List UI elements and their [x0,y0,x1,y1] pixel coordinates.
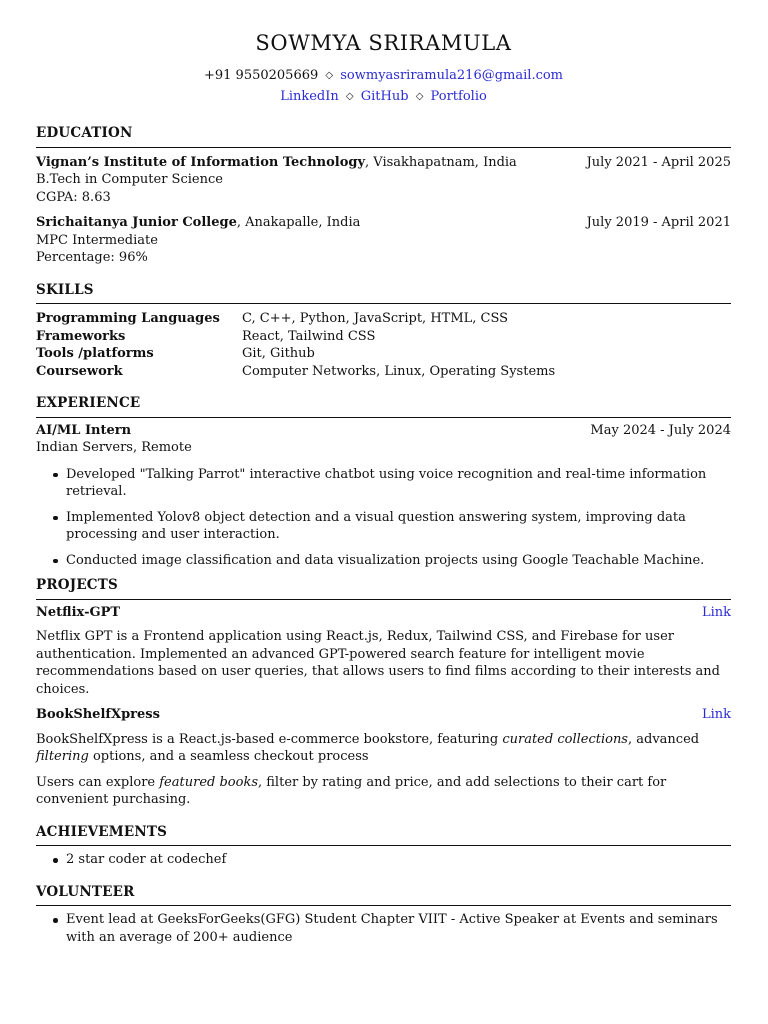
skill-label: Frameworks [36,328,126,344]
skill-row [36,363,731,381]
experience-section [36,395,731,569]
section-title: EXPERIENCE [36,395,731,418]
project-link[interactable]: Link [701,707,731,722]
resume-header [36,30,731,107]
bullet-item: Conducted image classification and data visualization projects using Google Teachable Machine. [36,552,731,570]
experience-bullets [36,466,731,570]
bullet-item: Event lead at GeeksForGeeks(GFG) Student Chapter VIIT - Active Speaker at Events and seminars with an average of 200+ audience [36,911,731,946]
github-link[interactable]: GitHub [360,89,409,104]
text-span: , filter by rating and price, and add selections to their cart for convenient purchasing. [36,774,667,807]
project-link[interactable]: Link [701,604,731,620]
bullet-item: 2 star coder at codechef [36,851,731,869]
skill-label: Tools /platforms [36,346,154,361]
phone-number: +91 9550205669 [203,68,319,83]
skill-row [36,328,731,346]
text-span: options, and a seamless checkout process [88,749,369,764]
contact-line [36,67,731,86]
text-span: , advanced [627,731,700,747]
candidate-name: SOWMYA SRIRAMULA [255,31,512,55]
institution-name: Vignan’s Institute of Information Technology [36,154,366,170]
education-entry [36,214,731,267]
project-name: BookShelfXpress [36,707,160,722]
achievements-section [36,824,731,869]
separator-diamond-icon: ◇ [325,70,334,81]
emphasis-text: featured books [159,774,258,790]
project-description: Netflix GPT is a Frontend application using React.js, Redux, Tailwind CSS, and Firebase for user authentication. Implemented an advanced GPT-powered search feature for intelligent movie recommendations based on user queries, that allows users to find films according to their interests and choices. [36,629,720,697]
project-header [36,604,731,622]
emphasis-text: filtering [36,749,89,764]
linkedin-link[interactable]: LinkedIn [280,89,339,104]
portfolio-link[interactable]: Portfolio [430,89,487,104]
skills-section [36,282,731,381]
bullet-item: Developed "Talking Parrot" interactive chatbot using voice recognition and real-time information retrieval. [36,466,731,501]
experience-entry [36,422,731,570]
institution-location: , Visakhapatnam, India [365,154,517,170]
institution-location: , Anakapalle, India [236,215,361,230]
profile-links [36,88,731,107]
emphasis-text: curated collections [502,731,628,747]
section-title: VOLUNTEER [36,884,731,907]
volunteer-section [36,884,731,947]
skill-row [36,345,731,363]
skill-value: Computer Networks, Linux, Operating Systems [242,363,556,379]
skill-value: React, Tailwind CSS [242,328,376,344]
volunteer-bullets [36,911,731,946]
skill-row [36,310,731,328]
email-link[interactable]: sowmyasriramula216@gmail.com [340,68,564,83]
separator-diamond-icon: ◇ [345,91,354,102]
text-span: Users can explore [36,774,160,790]
text-span: BookShelfXpress is a React.js-based e-commerce bookstore, featuring [36,731,503,747]
job-role: AI/ML Intern [36,422,132,438]
education-section [36,125,731,267]
grade: Percentage: 96% [36,250,148,265]
entry-dates: July 2021 - April 2025 [586,154,731,170]
section-title: SKILLS [36,282,731,305]
institution-name: Srichaitanya Junior College [36,215,237,230]
entry-dates: July 2019 - April 2021 [586,215,731,230]
project-header [36,706,731,724]
company-name: Indian Servers, Remote [36,440,192,455]
skill-label: Programming Languages [36,311,220,326]
section-title: ACHIEVEMENTS [36,824,731,847]
project-description [36,774,731,809]
resume-page [36,30,731,954]
skill-value: C, C++, Python, JavaScript, HTML, CSS [242,311,509,326]
degree: B.Tech in Computer Science [36,172,223,187]
grade: CGPA: 8.63 [36,189,111,205]
section-title: EDUCATION [36,125,731,148]
education-entry [36,154,731,207]
project-name: Netflix-GPT [36,604,121,620]
section-title: PROJECTS [36,577,731,600]
degree: MPC Intermediate [36,232,158,248]
project-description [36,731,731,766]
skill-label: Coursework [36,363,123,379]
separator-diamond-icon: ◇ [415,91,424,102]
bullet-item: Implemented Yolov8 object detection and a visual question answering system, improving data processing and user interaction. [36,509,731,544]
projects-section [36,577,731,809]
skills-table [36,310,731,380]
achievement-bullets [36,851,731,869]
skill-value: Git, Github [242,346,315,361]
entry-dates: May 2024 - July 2024 [590,422,731,438]
